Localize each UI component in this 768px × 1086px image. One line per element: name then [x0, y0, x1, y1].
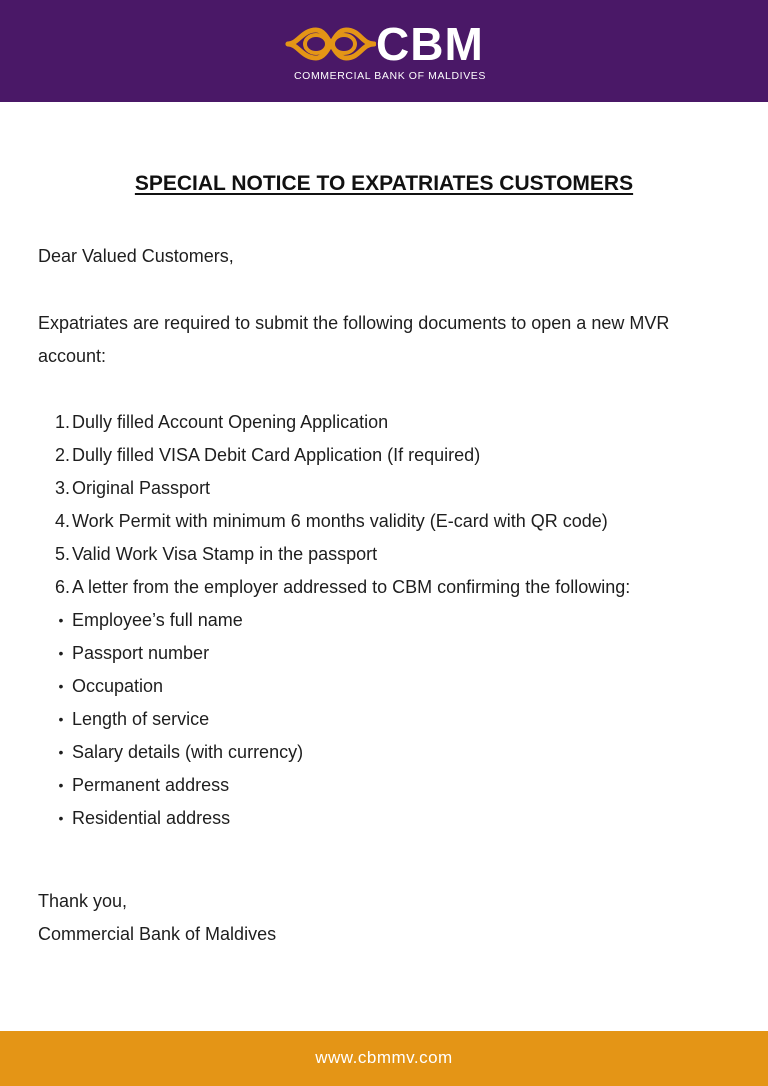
bullet-item-text: Salary details (with currency): [72, 742, 304, 762]
list-number: 1.: [54, 412, 70, 432]
list-number: 5.: [54, 544, 70, 564]
bullet-icon: •: [58, 744, 64, 760]
bullet-item: [38, 703, 738, 736]
bullet-icon: •: [58, 810, 64, 826]
bullet-icon: •: [58, 777, 64, 793]
bullet-icon: •: [58, 645, 64, 661]
list-item-text: Valid Work Visa Stamp in the passport: [72, 544, 378, 564]
bullet-item: [38, 802, 738, 835]
footer-website-link[interactable]: www.cbmmv.com: [315, 1048, 453, 1067]
bullet-icon: •: [58, 678, 64, 694]
bullet-item-text: Occupation: [72, 676, 164, 696]
bullet-item-text: Residential address: [72, 808, 231, 828]
list-item-text: Original Passport: [72, 478, 211, 498]
list-item: [38, 439, 738, 472]
bullet-item: [38, 736, 738, 769]
bullet-item: [38, 769, 738, 802]
list-item-text: Dully filled Account Opening Application: [72, 412, 389, 432]
closing: [38, 885, 738, 951]
requirements-list: [38, 406, 738, 835]
bullet-item-text: Length of service: [72, 709, 210, 729]
list-number: 6.: [54, 577, 70, 597]
cbm-logo: [282, 18, 502, 86]
bullet-item: [38, 604, 738, 637]
list-item: [38, 571, 738, 604]
list-item-text: Dully filled VISA Debit Card Application (If required): [72, 445, 481, 465]
list-item: [38, 505, 738, 538]
list-item: [38, 472, 738, 505]
footer-bar: [0, 1031, 768, 1086]
bullet-item: [38, 637, 738, 670]
list-item-text: Work Permit with minimum 6 months validity (E-card with QR code): [72, 511, 608, 531]
bullet-item-text: Permanent address: [72, 775, 230, 795]
closing-signature: Commercial Bank of Maldives: [38, 924, 277, 944]
bullet-icon: •: [58, 612, 64, 628]
notice-title: SPECIAL NOTICE TO EXPATRIATES CUSTOMERS: [134, 172, 634, 195]
header-banner: [0, 0, 768, 102]
list-number: 2.: [54, 445, 70, 465]
bullet-item-text: Employee’s full name: [72, 610, 243, 630]
intro-paragraph: Expatriates are required to submit the following documents to open a new MVR account:: [38, 313, 670, 366]
list-item-text: A letter from the employer addressed to CBM confirming the following:: [72, 577, 631, 597]
bullet-item-text: Passport number: [72, 643, 210, 663]
greeting: Dear Valued Customers,: [38, 246, 234, 266]
list-number: 3.: [54, 478, 70, 498]
logo-wordmark: CBM: [376, 18, 484, 70]
bullet-item: [38, 670, 738, 703]
list-item: [38, 406, 738, 439]
list-number: 4.: [54, 511, 70, 531]
list-item: [38, 538, 738, 571]
bullet-icon: •: [58, 711, 64, 727]
knot-logo-icon: [284, 24, 376, 64]
logo-subtitle: COMMERCIAL BANK OF MALDIVES: [294, 70, 487, 82]
closing-thanks: Thank you,: [38, 891, 128, 911]
